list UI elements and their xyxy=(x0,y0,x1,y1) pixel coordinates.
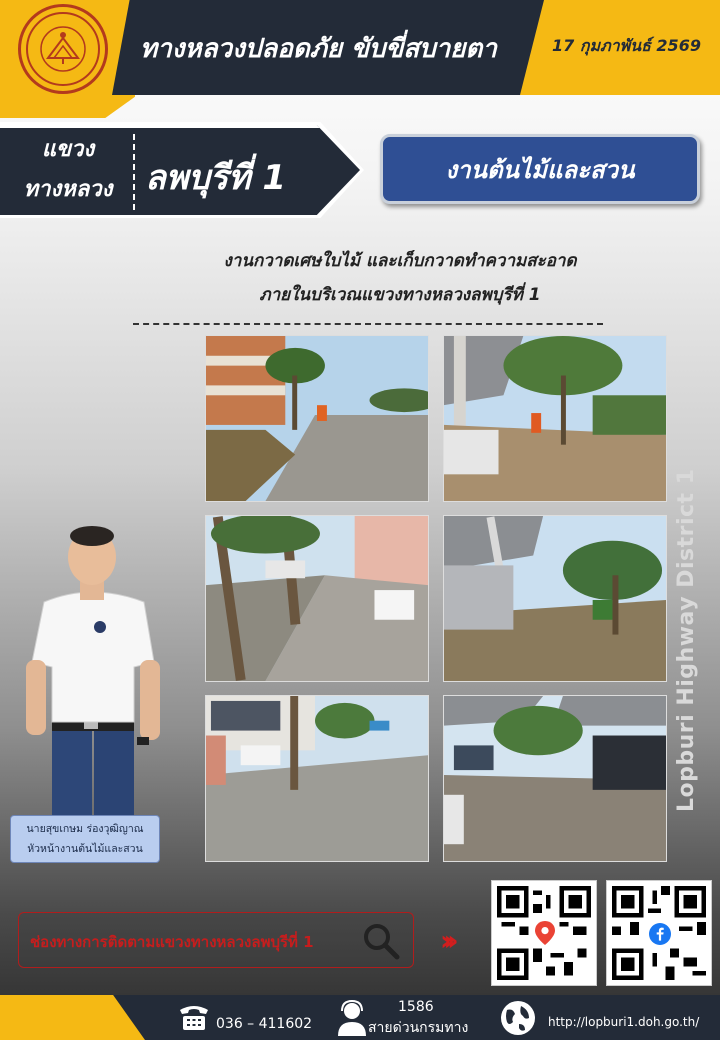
staff-caption xyxy=(10,815,160,863)
footer-website[interactable]: http://lopburi1.doh.go.th/ xyxy=(548,1015,700,1029)
district-prefix: แขวง ทางหลวง xyxy=(23,137,113,202)
activity-photo[interactable] xyxy=(443,515,667,682)
activity-photo[interactable] xyxy=(443,695,667,862)
qr-code-facebook[interactable] xyxy=(606,880,712,986)
footer-phone[interactable]: 036 – 411602 xyxy=(216,1016,313,1032)
globe-icon xyxy=(499,1000,537,1036)
divider xyxy=(133,323,603,325)
search-icon xyxy=(360,920,402,962)
chevrons-right-icon: ››› xyxy=(440,924,451,957)
page-slogan: ทางหลวงปลอดภัย ขับขี่สบายตา xyxy=(140,34,497,64)
hotline-label: สายด่วนกรมทาง xyxy=(368,1020,469,1036)
unit-name: งานต้นไม้และสวน xyxy=(445,155,635,184)
activity-photo[interactable] xyxy=(205,515,429,682)
unit-badge xyxy=(380,134,700,204)
post-date: 17 กุมภาพันธ์ 2569 xyxy=(552,36,701,55)
activity-photo[interactable] xyxy=(443,335,667,502)
staff-position: หัวหน้างานต้นไม้และสวน xyxy=(27,843,143,855)
district-name: ลพบุรีที่ 1 xyxy=(145,158,286,198)
department-of-highways-seal-icon xyxy=(38,24,88,74)
qr-code-map[interactable] xyxy=(491,880,597,986)
follow-text: ช่องทางการติดตามแขวงทางหลวงลพบุรีที่ 1 xyxy=(30,933,314,951)
google-maps-icon xyxy=(535,921,555,945)
facebook-icon xyxy=(649,923,671,945)
hotline-number[interactable]: 1586 xyxy=(398,999,434,1015)
activity-photo[interactable] xyxy=(205,695,429,862)
staff-portrait xyxy=(22,522,167,817)
telephone-icon xyxy=(178,1002,210,1032)
district-side-label: Lopburi Highway District 1 xyxy=(674,468,699,812)
call-center-icon xyxy=(336,1000,368,1036)
activity-description: งานกวาดเศษใบไม้ และเก็บกวาดทำความสะอาด ภายในบริเวณแขวงทางหลวงลพบุรีที่ 1 xyxy=(223,251,577,305)
staff-name: นายสุขเกษม ร่องวุฒิญาณ xyxy=(26,823,144,835)
department-logo xyxy=(18,4,108,94)
activity-photo[interactable] xyxy=(205,335,429,502)
